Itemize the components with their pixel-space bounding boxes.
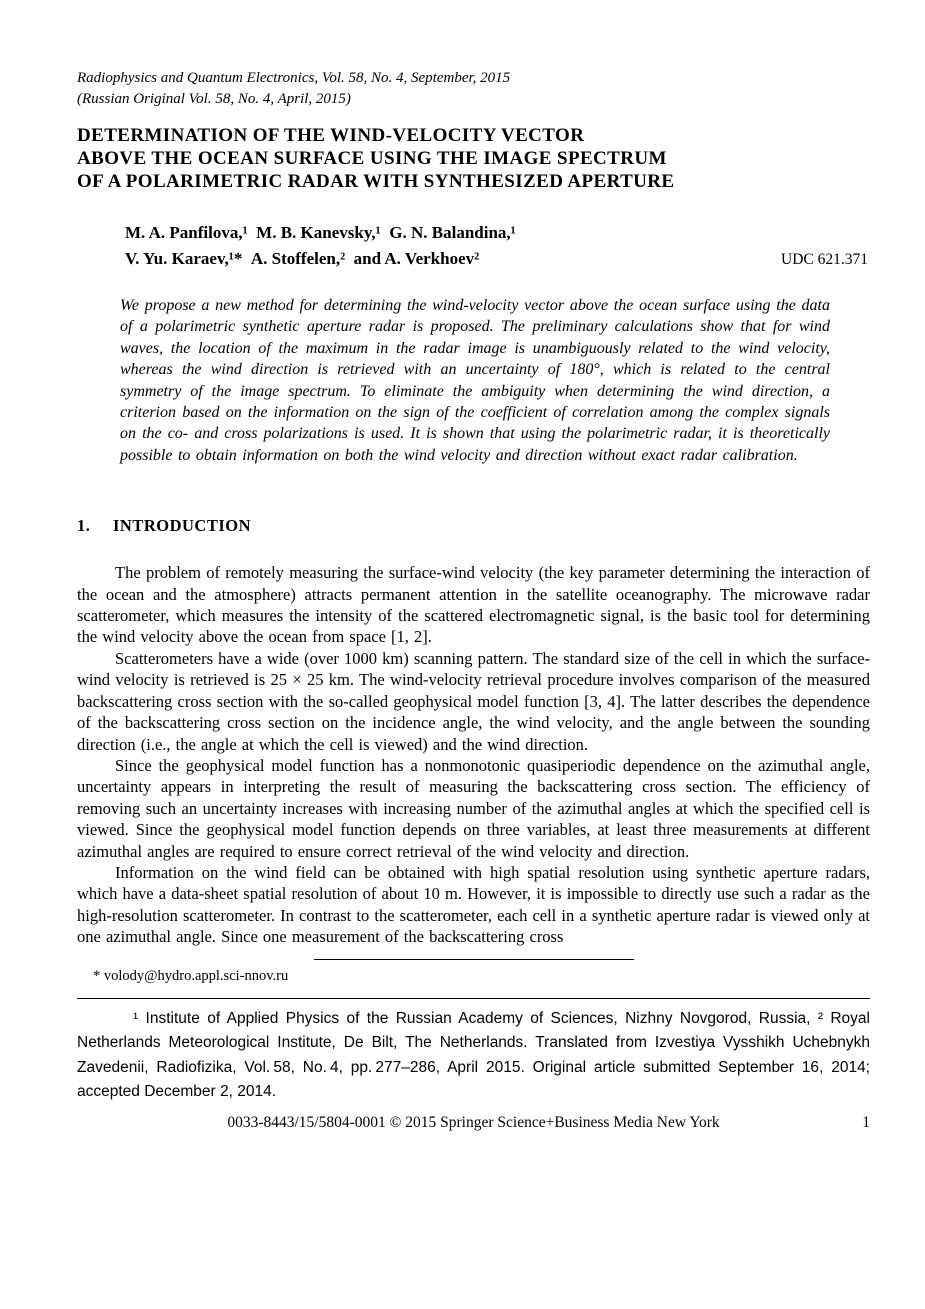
authors-line1: M. A. Panfilova,¹ M. B. Kanevsky,¹ G. N. Balandina,¹ xyxy=(125,223,516,242)
section-number: 1. xyxy=(77,516,91,536)
section-title: INTRODUCTION xyxy=(113,516,252,536)
body-text xyxy=(77,562,870,947)
paragraph-2: Scatterometers have a wide (over 1000 km) scanning pattern. The standard size of the cell in which the surface-wind velocity is retrieved is 25 × 25 km. The wind-velocity retrieval procedure involves comparison of the measured backscattering cross section with the so-called geophysical model function [3, 4]. The latter describes the dependence of the backscattering cross section on the incidence angle, the wind velocity, and the angle between the sounding direction (i.e., the angle at which the cell is viewed) and the wind direction. xyxy=(77,648,870,754)
journal-title-line: Radiophysics and Quantum Electronics, Vol. 58, No. 4, September, 2015 xyxy=(77,70,511,86)
paragraph-4: Information on the wind field can be obtained with high spatial resolution using synthetic aperture radars, which have a data-sheet spatial resolution of about 10 m. However, it is impossible to directly use such a radar as the high-resolution scatterometer. In contrast to the scatterometer, each cell in a synthetic aperture radar is viewed only at one azimuthal angle. Since one measurement of the backscattering cross xyxy=(77,862,870,947)
paper-title-line2: ABOVE THE OCEAN SURFACE USING THE IMAGE SPECTRUM xyxy=(77,148,667,169)
authors-block xyxy=(125,220,870,273)
abstract: We propose a new method for determining the wind-velocity vector above the ocean surface using the data of a polarimetric synthetic aperture radar is proposed. The preliminary calculations show that for wind waves, the location of the maximum in the radar image is unambiguously related to the wind velocity, whereas the wind direction is retrieved with an uncertainty of 180°, which is related to the central symmetry of the image spectrum. To eliminate the ambiguity when determining the wind direction, a criterion based on the information on the sign of the coefficient of correlation among the complex signals on the co- and cross polarizations is used. It is shown that using the polarimetric radar, it is theoretically possible to obtain information on both the wind velocity and direction without exact radar calibration. xyxy=(120,297,830,464)
journal-original-line: (Russian Original Vol. 58, No. 4, April, 2015) xyxy=(77,91,351,107)
page-number: 1 xyxy=(862,1113,870,1131)
authors-row2 xyxy=(125,246,870,273)
paper-title xyxy=(77,124,870,193)
paragraph-1: The problem of remotely measuring the surface-wind velocity (the key parameter determining the interaction of the ocean and the atmosphere) attracts permanent attention in the satellite oceanography. The microwave radar scatterometer, which measures the intensity of the scattered electromagnetic signal, is the basic tool for determining the wind velocity above the ocean from space [1, 2]. xyxy=(77,563,870,647)
issn-copyright-line: 0033-8443/15/5804-0001 © 2015 Springer Science+Business Media New York xyxy=(227,1113,720,1131)
paper-title-line3: OF A POLARIMETRIC RADAR WITH SYNTHESIZED APERTURE xyxy=(77,171,675,192)
footer xyxy=(77,1114,870,1132)
authors-line2: V. Yu. Karaev,¹* A. Stoffelen,² and A. Verkhoev² xyxy=(125,249,480,268)
udc-code: UDC 621.371 xyxy=(781,251,868,268)
paragraph-3: Since the geophysical model function has a nonmonotonic quasiperiodic dependence on the azimuthal angle, uncertainty appears in interpreting the result of measuring the backscattering cross section. The efficiency of removing such an uncertainty increases with increasing number of the azimuthal angles at which the specified cell is viewed. Since the geophysical model function depends on three variables, at least three measurements at different azimuthal angles are required to ensure correct retrieval of the wind velocity and direction. xyxy=(77,755,870,861)
journal-header xyxy=(77,68,870,110)
affiliation-separator-rule xyxy=(77,998,870,999)
email-footnote: * volody@hydro.appl.sci-nnov.ru xyxy=(93,967,289,984)
footnote-separator-rule xyxy=(314,959,634,960)
section-heading-introduction xyxy=(77,516,870,536)
affiliation-footnote: ¹ Institute of Applied Physics of the Russian Academy of Sciences, Nizhny Novgorod, Russia, ² Royal Netherlands Meteorological Institute, De Bilt, The Netherlands. Translated from Izvestiya Vysshikh Uchebnykh Zavedenii, Radiofizika, Vol. 58, No. 4, pp. 277–286, April 2015. Original article submitted September 16, 2014; accepted December 2, 2014. xyxy=(77,1009,870,1101)
paper-title-line1: DETERMINATION OF THE WIND-VELOCITY VECTOR xyxy=(77,125,585,146)
